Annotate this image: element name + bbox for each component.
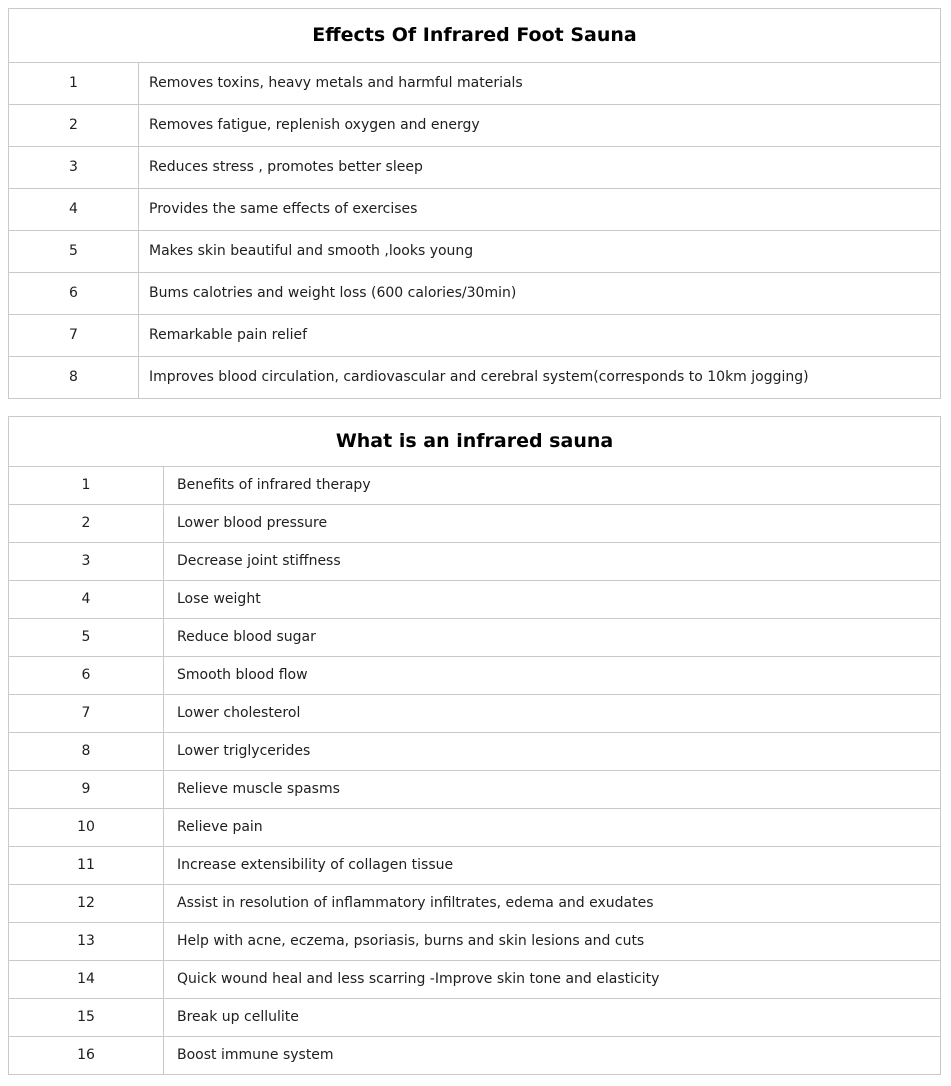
- row-number: 10: [9, 809, 164, 847]
- what-is-an-infrared-sauna-table: [8, 416, 941, 1075]
- row-number: 2: [9, 105, 139, 147]
- table-row: [9, 771, 941, 809]
- row-text: Help with acne, eczema, psoriasis, burns and skin lesions and cuts: [164, 923, 941, 961]
- row-number: 2: [9, 505, 164, 543]
- row-text: Reduce blood sugar: [164, 619, 941, 657]
- table-row: [9, 581, 941, 619]
- row-text: Assist in resolution of inflammatory infiltrates, edema and exudates: [164, 885, 941, 923]
- row-text: Boost immune system: [164, 1037, 941, 1075]
- row-text: Lower triglycerides: [164, 733, 941, 771]
- table-row: [9, 1037, 941, 1075]
- table-row: [9, 847, 941, 885]
- table-title-row: [9, 417, 941, 467]
- row-number: 4: [9, 189, 139, 231]
- row-text: Remarkable pain relief: [139, 315, 941, 357]
- row-text: Benefits of infrared therapy: [164, 467, 941, 505]
- table-row: [9, 619, 941, 657]
- table-row: [9, 467, 941, 505]
- row-number: 11: [9, 847, 164, 885]
- table-row: [9, 147, 941, 189]
- table-row: [9, 63, 941, 105]
- table-row: [9, 505, 941, 543]
- table-title: Effects Of Infrared Foot Sauna: [9, 9, 941, 63]
- row-text: Relieve muscle spasms: [164, 771, 941, 809]
- row-number: 6: [9, 273, 139, 315]
- row-number: 8: [9, 733, 164, 771]
- row-text: Relieve pain: [164, 809, 941, 847]
- table-row: [9, 733, 941, 771]
- row-number: 14: [9, 961, 164, 999]
- row-text: Break up cellulite: [164, 999, 941, 1037]
- row-number: 7: [9, 315, 139, 357]
- row-number: 7: [9, 695, 164, 733]
- table-row: [9, 105, 941, 147]
- row-number: 12: [9, 885, 164, 923]
- table-row: [9, 357, 941, 399]
- row-number: 9: [9, 771, 164, 809]
- table-row: [9, 923, 941, 961]
- row-number: 16: [9, 1037, 164, 1075]
- row-number: 1: [9, 63, 139, 105]
- row-text: Decrease joint stiffness: [164, 543, 941, 581]
- row-number: 1: [9, 467, 164, 505]
- table-row: [9, 809, 941, 847]
- row-number: 13: [9, 923, 164, 961]
- table-title-row: [9, 9, 941, 63]
- row-text: Lose weight: [164, 581, 941, 619]
- row-number: 15: [9, 999, 164, 1037]
- row-text: Removes fatigue, replenish oxygen and energy: [139, 105, 941, 147]
- table-row: [9, 231, 941, 273]
- row-text: Increase extensibility of collagen tissue: [164, 847, 941, 885]
- row-text: Smooth blood flow: [164, 657, 941, 695]
- table-row: [9, 315, 941, 357]
- row-text: Bums calotries and weight loss (600 calories/30min): [139, 273, 941, 315]
- row-number: 3: [9, 543, 164, 581]
- table-row: [9, 657, 941, 695]
- table-row: [9, 999, 941, 1037]
- table-row: [9, 273, 941, 315]
- row-text: Quick wound heal and less scarring -Improve skin tone and elasticity: [164, 961, 941, 999]
- effects-of-infrared-foot-sauna-table: [8, 8, 941, 399]
- row-number: 3: [9, 147, 139, 189]
- row-text: Removes toxins, heavy metals and harmful materials: [139, 63, 941, 105]
- table-row: [9, 189, 941, 231]
- row-text: Lower blood pressure: [164, 505, 941, 543]
- row-text: Improves blood circulation, cardiovascular and cerebral system(corresponds to 10km jogging): [139, 357, 941, 399]
- row-number: 5: [9, 231, 139, 273]
- row-number: 6: [9, 657, 164, 695]
- table-title: What is an infrared sauna: [9, 417, 941, 467]
- row-text: Lower cholesterol: [164, 695, 941, 733]
- row-text: Provides the same effects of exercises: [139, 189, 941, 231]
- row-text: Makes skin beautiful and smooth ,looks young: [139, 231, 941, 273]
- table-row: [9, 543, 941, 581]
- table-row: [9, 885, 941, 923]
- table-row: [9, 961, 941, 999]
- row-text: Reduces stress , promotes better sleep: [139, 147, 941, 189]
- row-number: 5: [9, 619, 164, 657]
- row-number: 4: [9, 581, 164, 619]
- table-row: [9, 695, 941, 733]
- row-number: 8: [9, 357, 139, 399]
